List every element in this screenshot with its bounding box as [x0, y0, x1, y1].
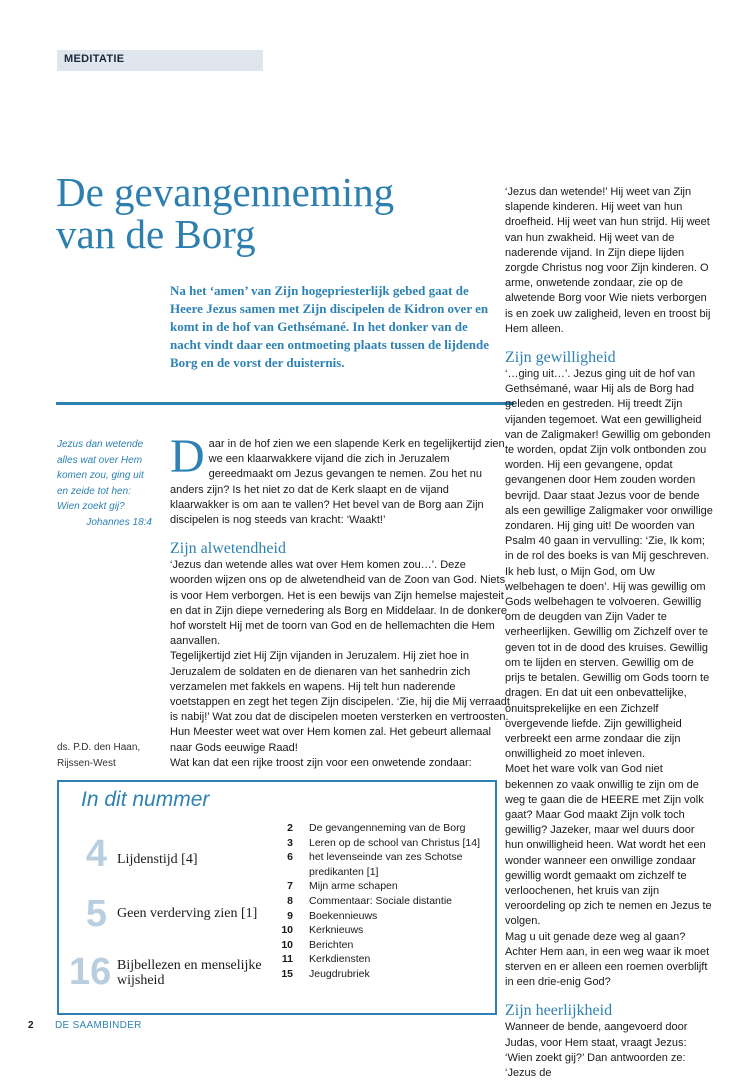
toc-item[interactable] — [277, 923, 492, 938]
article-intro: Na het ‘amen’ van Zijn hogepriesterlijk gebed gaat de Heere Jezus samen met Zijn discipelen de Kidron over en komt in de hof van Gethsémané. In het donker van de nacht vindt daar een ontmoeting plaats tussen de lijdende Borg en de vorst der duisternis. — [170, 283, 490, 370]
bible-quote-text: Jezus dan wetende alles wat over Hem komen zou, ging uit en zeide tot hen: Wien zoekt gij? — [57, 439, 144, 512]
toc-featured-label: Lijdenstijd [4] — [117, 852, 198, 867]
toc-item-page: 15 — [281, 967, 293, 980]
toc-featured-number: 5 — [85, 893, 107, 935]
subheading-heerlijkheid: Zijn heerlijkheid — [505, 1002, 613, 1020]
paragraph: ‘Jezus dan wetende alles wat over Hem komen zou…’. Deze woorden wijzen ons op de alwetendheid van de Zoon van God. Niets is voor Hem verborgen. Het is een bewijs van Zijn hemelse majesteit en dat in Zijn diepe vernedering als Borg en Middelaar. In de donkere hof worstelt Hij met de toorn van God en de hellemachten die Hem aanvallen. — [170, 559, 507, 648]
toc-item-label: Commentaar: Sociale distantie — [309, 894, 452, 907]
title-line-1: De gevangenneming — [56, 169, 395, 215]
subheading-gewilligheid: Zijn gewilligheid — [505, 349, 616, 367]
author-name: ds. P.D. den Haan, — [57, 742, 141, 753]
toc-item-label: De gevangenneming van de Borg — [309, 822, 466, 834]
paragraph: Wat kan dat een rijke troost zijn voor een onwetende zondaar: — [170, 756, 472, 769]
toc-item-page: 7 — [287, 880, 293, 893]
author-credit — [57, 740, 157, 771]
paragraph: ‘…ging uit…’. Jezus ging uit de hof van Gethsémané, waar Hij als de Borg had geleden en gestreden. Hij treedt Zijn vijanden tegemoet. Wat een gewilligheid van de Zaligmaker! Gewillig om gebonden te worden, opdat Zijn volk ontbonden zou worden. Hij een gevangene, opdat gevangenen door Hem zouden worden bevrijd. Daar staat Jezus voor de bende als een gewillige Zaligmaker voor onwillige zondaren. Hij ging uit! De woorden van Psalm 40 gaan in vervulling: ‘Zie, Ik kom; in de rol des boeks is van Mij geschreven. Ik heb lust, o Mijn God, om Uw welbehagen te doen’. Hij was gewillig om Gods welbehagen te volvoeren. Gewillig om de deugden van Zijn Vader te verheerlijken. Gewillig om Zichzelf over te geven tot in de dood des kruises. Gewillig om te lijden en sterven. Gewillig om de prijs te betalen. Gewillig om Gods toorn te dragen. En dat uit een onbevattelijke, onuitsprekelijke en een Zichzelf overgevende liefde. Zijn gewilligheid verbreekt een arme zondaar die zijn onwilligheid zo moet inleven. — [505, 368, 713, 761]
toc-item[interactable] — [277, 938, 492, 953]
toc-title: In dit nummer — [81, 788, 210, 811]
paragraph: Wanneer de bende, aangevoerd door Judas, voor Hem staat, vraagt Jezus: ‘Wien zoekt gij?’ Dan antwoorden ze: ‘Jezus de — [505, 1021, 688, 1079]
article-column-middle — [170, 430, 510, 771]
toc-featured-label: Bijbellezen en menselijke wijsheid — [117, 958, 262, 988]
divider-rule — [56, 402, 514, 405]
toc-item-page: 3 — [287, 836, 293, 849]
subheading-alwetendheid: Zijn alwetendheid — [170, 540, 286, 558]
toc-item[interactable] — [277, 836, 492, 851]
toc-item-label: Jeugdrubriek — [309, 967, 370, 980]
toc-item[interactable] — [277, 879, 492, 894]
toc-featured-label: Geen verderving zien [1] — [117, 906, 258, 921]
page-number: 2 — [28, 1020, 34, 1031]
section-tag — [57, 50, 263, 71]
title-line-2: van de Borg — [56, 211, 256, 257]
opening-text: aar in de hof zien we een slapende Kerk en tegelijkertijd zien we een klaarwakkere vijand die zich in Jeruzalem gereedmaakt om Jezus gevangen te nemen. Zou het nu anders zijn? Is het niet zo dat de Kerk slaapt en de vijand klaarwakker is om aan te vallen? Het bevel van de Borg aan Zijn discipelen is nog steeds van kracht: ‘Waakt!’ — [170, 438, 505, 527]
article-title — [56, 171, 496, 255]
toc-item-page: 10 — [281, 938, 293, 951]
toc-list — [277, 821, 492, 982]
toc-item-label: Mijn arme schapen — [309, 880, 398, 893]
dropcap: D — [170, 430, 205, 483]
toc-featured-number: 4 — [85, 833, 107, 875]
toc-item-label: Berichten — [309, 938, 354, 951]
bible-quote — [57, 437, 152, 530]
toc-item-label: Kerkdiensten — [309, 953, 371, 966]
toc-item[interactable] — [277, 967, 492, 982]
toc-featured-number: 16 — [69, 951, 112, 993]
paragraph: Tegelijkertijd ziet Hij Zijn vijanden in Jeruzalem. Hij ziet hoe in Jeruzalem de soldaten en de dienaren van het sanhedrin zich verzamelen met fakkels en wapens. Hij telt hun naderende voetstappen en zegt het tegen Zijn discipelen. ‘Zie, hij die Mij verraadt is nabij!’ Wat zou dat de discipelen moeten versterken en vertroosten. Hun Meester weet wat over Hem komen zal. Het gebeurt allemaal naar Gods eeuwige Raad! — [170, 650, 510, 754]
article-column-right — [505, 185, 713, 1081]
author-place: Rijssen-West — [57, 757, 116, 769]
toc-item[interactable] — [277, 894, 492, 909]
toc-item-page: 11 — [281, 953, 293, 966]
opening-paragraph — [170, 430, 510, 528]
toc-item-label: Kerknieuws — [309, 924, 364, 937]
section-tag-label: MEDITATIE — [64, 53, 125, 65]
toc-item[interactable] — [277, 952, 492, 967]
toc-item-label: het levenseinde van zes Schotse predikanten [1] — [309, 851, 463, 878]
toc-item-page: 9 — [287, 909, 293, 922]
table-of-contents — [57, 780, 497, 1015]
magazine-name: DE SAAMBINDER — [55, 1020, 142, 1031]
toc-item-page: 10 — [281, 924, 293, 937]
paragraph: Moet het ware volk van God niet bekennen zo vaak onwillig te zijn om de weg te gaan die de HEERE met Zijn volk gaat? Maar God maakt Zijn volk toch gewillig? Jazeker, maar wel duurs door hun onwilligheid heen. Wat wordt het een wonder wanneer een onwillige zondaar gewillig wordt gemaakt om zichzelf te verloochenen, het kruis van zijn veroordeling op zich te nemen en Jezus te volgen. — [505, 763, 712, 928]
toc-item-label: Leren op de school van Christus [14] — [309, 836, 481, 849]
paragraph: ‘Jezus dan wetende!’ Hij weet van Zijn slapende kinderen. Hij weet van hun droefheid. Hij weet van hun strijd. Hij weet van hun zwakheid. Hij weet van de naderende vijand. In Zijn diepe lijden zorgde Christus nog voor Zijn kinderen. O arme, onwetende zondaar, zie op de alwetende Borg voor Wie niets verborgen is en zoek uw zaligheid, leven en troost bij Hem alleen. — [505, 186, 711, 335]
toc-item-page: 8 — [287, 894, 293, 907]
toc-item-label: Boekennieuws — [309, 909, 378, 922]
bible-quote-reference: Johannes 18:4 — [86, 516, 152, 528]
toc-item-page: 2 — [287, 822, 293, 834]
toc-item[interactable] — [277, 850, 492, 879]
paragraph: Mag u uit genade deze weg al gaan? Achter Hem aan, in een weg waar ik moet sterven en er alleen een roemen overblijft in een drie-enig God? — [505, 930, 710, 989]
toc-item[interactable] — [277, 909, 492, 924]
toc-item-page: 6 — [287, 851, 293, 864]
toc-item[interactable] — [277, 821, 492, 836]
